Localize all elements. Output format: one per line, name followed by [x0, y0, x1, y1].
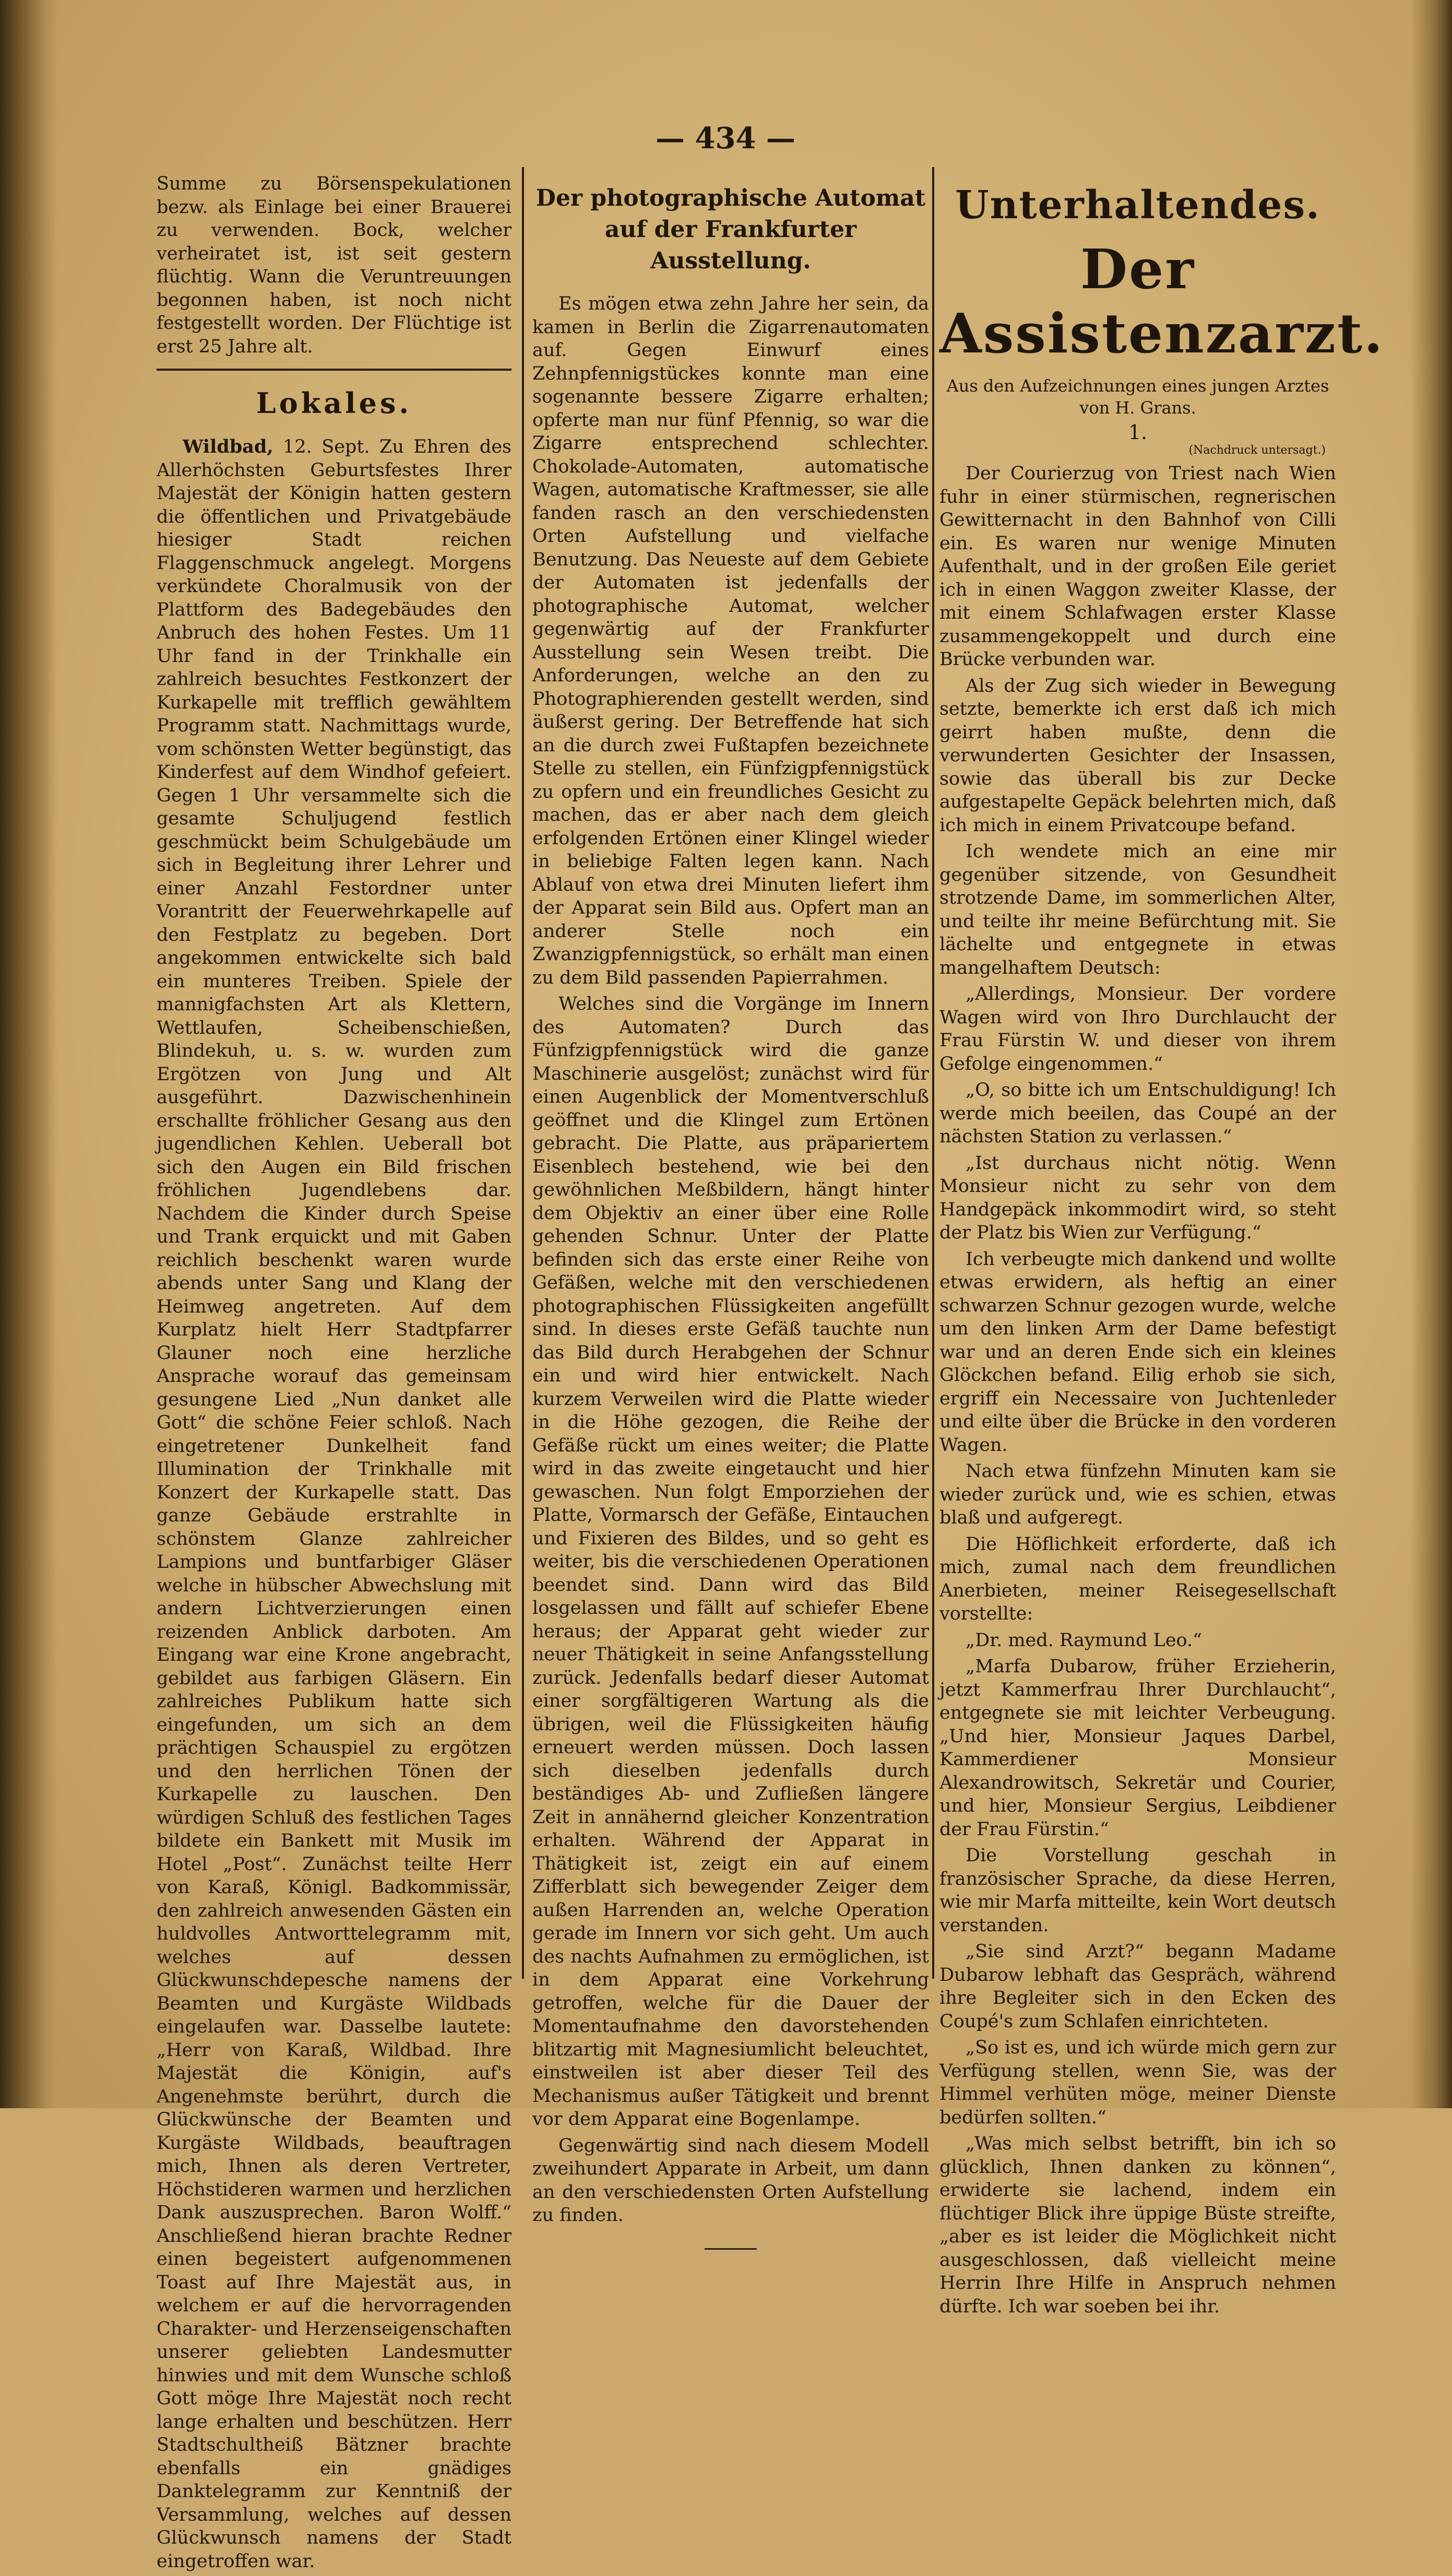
story-paragraph: Ich wendete mich an eine mir gegenüber sitzende, von Gesundheit strotzende Dame, im sommerlichen Alter, und teilte ihr meine Befürchtung mit. Sie lächelte und entgegnete in etwas mangelhaftem Deutsch: — [939, 841, 1336, 978]
article-paragraph: Gegenwärtig sind nach diesem Modell zweihundert Apparate in Arbeit, um dann an den verschiedensten Orten Aufstellung zu finden. — [532, 2135, 929, 2226]
page-number: — 434 — — [656, 121, 795, 156]
story-paragraph: „Sie sind Arzt?“ begann Madame Dubarow lebhaft das Gespräch, während ihre Begleiter sich in den Ecken des Coupé's zum Schlafen einrichteten. — [939, 1941, 1336, 2032]
story-paragraph: „So ist es, und ich würde mich gern zur Verfügung stellen, wenn Sie, was der Himmel verhüten möge, meiner Dienste bedürfen sollten.“ — [939, 2037, 1336, 2128]
article-end-divider — [705, 2248, 757, 2250]
story-paragraph: Der Courierzug von Triest nach Wien fuhr in einer stürmischen, regnerischen Gewitternacht in den Bahnhof von Cilli ein. Es waren nur wenige Minuten Aufenthalt, und in der großen Eile geriet ich in einen Waggon zweiter Klasse, der mit einem Schlafwagen erster Klasse zusammengekoppelt und durch eine Brücke verbunden war. — [939, 463, 1336, 670]
column-automat-article — [532, 172, 929, 2271]
section-title-entertainment: Unterhaltendes. — [955, 183, 1320, 228]
local-report-text: 12. Sept. Zu Ehren des Allerhöchsten Geburtsfestes Ihrer Majestät der Königin hatten gestern die öffentlichen und Privatgebäude hiesiger Stadt reichen Flaggenschmuck angelegt. Morgens verkündete Choralmusik von der Plattform des Badegebäudes den Anbruch des hohen Festes. Um 11 Uhr fand in der Trinkhalle ein zahlreich besuchtes Festkonzert der Kurkapelle mit trefflich gewähltem Programm statt. Nachmittags wurde, vom schönsten Wetter begünstigt, das Kinderfest auf dem Windhof gefeiert. Gegen 1 Uhr versammelte sich die gesamte Schuljugend festlich geschmückt beim Schulgebäude um sich in Begleitung ihrer Lehrer und einer Anzahl Festordner unter Vorantritt der Feuerwehrkapelle auf den Festplatz zu begeben. Dort angekommen entwickelte sich bald ein munteres Treiben. Spiele der mannigfachsten Art als Klettern, Wettlaufen, Scheibenschießen, Blindekuh, u. s. w. wurden zum Ergötzen von Jung und Alt ausgeführt. Dazwischenhinein erschallte fröhlicher Gesang aus den jugendlichen Kehlen. Ueberall bot sich den Augen ein Bild frischen fröhlichen Jugendlebens dar. Nachdem die Kinder durch Speise und Trank erquickt und mit Gaben reichlich beschenkt waren wurde abends unter Sang und Klang der Heimweg angetreten. Auf dem Kurplatz hielt Herr Stadtpfarrer Glauner noch eine herzliche Ansprache worauf das gemeinsam gesungene Lied „Nun danket alle Gott“ die schöne Feier schloß. Nach eingetretener Dunkelheit fand Illumination der Trinkhalle mit Konzert der Kurkapelle statt. Das ganze Gebäude erstrahlte in schönstem Glanze zahlreicher Lampions und buntfarbiger Gläser welche in hübscher Abwechslung mit andern Lichtverzierungen einen reizenden Anblick darboten. Am Eingang war eine Krone angebracht, gebildet aus farbigen Gläsern. Ein zahlreiches Publikum hatte sich eingefunden, um sich an dem prächtigen Schauspiel zu ergötzen und den herrlichen Tönen der Kurkapelle zu lauschen. Den würdigen Schluß des festlichen Tages bildete ein Bankett mit Musik im Hotel „Post“. Zunächst teilte Herr von Karaß, Königl. Badkommissär, den zahlreich anwesenden Gästen ein huldvolles Antworttelegramm mit, welches auf dessen Glückwunschdepesche namens der Beamten und Kurgäste Wildbads eingelaufen war. Dasselbe lautete: „Herr von Karaß, Wildbad. Ihre Majestät die Königin, auf's Angenehmste berührt, durch die Glückwünsche der Beamten und Kurgäste Wildbads, beauftragen mich, Ihnen als deren Vertreter, Höchstideren warmen und herzlichen Dank auszusprechen. Baron Wolff.“ Anschließend hieran brachte Redner einen begeistert aufgenommenen Toast auf Ihre Majestät aus, in welchem er auf die hervorragenden Charakter- und Herzenseigenschaften unserer geliebten Landesmutter hinwies und mit dem Wunsche schloß Gott möge Ihre Majestät noch recht lange erhalten und beschützen. Herr Stadtschultheiß Bätzner brachte ebenfalls ein gnädiges Danktelegramm zur Kenntniß der Versammlung, welches auf dessen Glückwunsch namens der Stadt eingetroffen war. — [157, 436, 511, 2572]
column-feuilleton — [939, 172, 1385, 2321]
story-paragraph: Die Höflichkeit erforderte, daß ich mich, zumal nach dem freundlichen Anerbieten, meiner Reisegesellschaft vorstellte: — [939, 1533, 1336, 1624]
section-title-local: Lokales. — [256, 386, 412, 420]
story-paragraph: Die Vorstellung geschah in französischer Sprache, da diese Herren, wie mir Marfa mitteilte, kein Wort deutsch verstanden. — [939, 1845, 1336, 1936]
article-paragraph: Es mögen etwa zehn Jahre her sein, da kamen in Berlin die Zigarrenautomaten auf. Gegen Einwurf eines Zehnpfennigstückes konnte man eine sogenannte bessere Zigarre erhalten; opferte man nur fünf Pfennig, so war die Zigarre entsprechend schlechter. Chokolade-Automaten, automatische Wagen, automatische Kraftmesser, sie alle fanden rasch an den verschiedensten Orten Aufstellung und vielfache Benutzung. Das Neueste auf dem Gebiete der Automaten ist jedenfalls der photographische Automat, welcher gegenwärtig auf der Frankfurter Ausstellung sein Wesen treibt. Die Anforderungen, welche an den zu Photographierenden gestellt werden, sind äußerst gering. Der Betreffende hat sich an die durch zwei Fußtapfen bezeichnete Stelle zu stellen, ein Fünfzigpfennigstück zu opfern und ein freundliches Gesicht zu machen, das er aber nach dem gleich erfolgenden Ertönen einer Klingel wieder in beliebige Falten legen kann. Nach Ablauf von etwa drei Minuten liefert ihm der Apparat sein Bild aus. Opfert man an anderer Stelle noch ein Zwanzigpfennigstück, so erhält man einen zu dem Bild passenden Papierrahmen. — [532, 293, 929, 988]
story-byline: Aus den Aufzeichnungen eines jungen Arztes von H. Grans. — [946, 376, 1329, 418]
local-report-paragraph — [157, 435, 511, 2573]
local-report-place: Wildbad, — [183, 436, 273, 457]
story-paragraph: „Marfa Dubarow, früher Erzieherin, jetzt Kammerfrau Ihrer Durchlaucht“, entgegnete sie mit leichter Verbeugung. „Und hier, Monsieur Jaques Darbel, Kammerdiener Monsieur Alexandrowitsch, Sekretär und Courier, und hier, Monsieur Sergius, Leibdiener der Frau Fürstin.“ — [939, 1656, 1336, 1840]
column-local-news — [157, 172, 511, 2576]
story-paragraph: Nach etwa fünfzehn Minuten kam sie wieder zurück und, wie es schien, etwas blaß und aufgeregt. — [939, 1461, 1336, 1528]
column-rule-right — [932, 167, 934, 1979]
story-paragraph: Ich verbeugte mich dankend und wollte etwas erwidern, als heftig an einer schwarzen Schnur gezogen wurde, welche um den linken Arm der Dame befestigt war und an deren Ende sich ein kleines Glöckchen befand. Eilig erhob sie sich, ergriff ein Necessaire von Juchtenleder und eilte über die Brücke in den vorderen Wagen. — [939, 1248, 1336, 1456]
story-paragraph: „Allerdings, Monsieur. Der vordere Wagen wird von Ihro Durchlaucht der Frau Fürstin W. und dieser von ihrem Gefolge eingenommen.“ — [939, 984, 1336, 1074]
story-title: Der Assistenzarzt. — [939, 237, 1385, 365]
story-paragraph: Als der Zug sich wieder in Bewegung setzte, bemerkte ich erst daß ich mich geirrt haben mußte, denn die verwunderten Gesichter der Insassen, sowie das überall bis zur Decke aufgestapelte Gepäck belehrten mich, daß ich mich in einem Privatcoupe befand. — [939, 675, 1336, 836]
story-paragraph: „Dr. med. Raymund Leo.“ — [966, 1629, 1202, 1651]
column-rule-left — [522, 167, 524, 1979]
story-paragraph: „Was mich selbst betrifft, bin ich so glücklich, Ihnen danken zu können“, erwiderte sie lachend, indem ein flüchtiger Blick ihre üppige Büste streifte, „aber es ist leider die Möglichkeit nicht ausgeschlossen, daß vielleicht meine Herrin Ihre Hilfe in Anspruch nehmen dürfte. Ich war soeben bei ihr. — [939, 2133, 1336, 2317]
story-paragraph: „O, so bitte ich um Entschuldigung! Ich werde mich beeilen, das Coupé an der nächsten Station zu verlassen.“ — [939, 1080, 1336, 1147]
story-paragraph: „Ist durchaus nicht nötig. Wenn Monsieur nicht zu sehr von dem Handgepäck inkommodirt wird, so steht der Platz bis Wien zur Verfügung.“ — [939, 1152, 1336, 1243]
page-left-edge — [0, 0, 57, 2108]
reprint-notice: (Nachdruck untersagt.) — [1188, 444, 1326, 457]
story-chapter-number: 1. — [1128, 421, 1148, 444]
article-paragraph: Welches sind die Vorgänge im Innern des Automaten? Durch das Fünfzigpfennigstück wird die ganze Maschinerie ausgelöst; zunächst wird für einen Augenblick der Momentverschluß geöffnet und die Klingel zum Ertönen gebracht. Die Platte, aus präpariertem Eisenblech bestehend, wie bei den gewöhnlichen Meßbildern, hängt hinter dem Objektiv an einer über eine Rolle gehenden Schnur. Unter der Platte befinden sich das erste einer Reihe von Gefäßen, welche mit den verschiedenen photographischen Flüssigkeiten angefüllt sind. In dieses erste Gefäß tauchte nun das Bild durch Herabgehen der Schnur ein und wird hier entwickelt. Nach kurzem Verweilen wird die Platte wieder in die Höhe gezogen, die Reihe der Gefäße rückt um eines weiter; die Platte wird in das zweite eingetaucht und hier gewaschen. Nun folgt Emporziehen der Platte, Vormarsch der Gefäße, Eintauchen und Fixieren des Bildes, und so geht es weiter, bis die verschiedenen Operationen beendet sind. Dann wird das Bild losgelassen und fällt auf schiefer Ebene heraus; der Apparat geht wieder zur neuer Thätigkeit in seine Anfangsstellung zurück. Jedenfalls bedarf dieser Automat einer sorgfältigeren Wartung als die übrigen, weil die Flüssigkeiten häufig erneuert werden müssen. Doch lassen sich dieselben jedenfalls durch beständiges Ab- und Zufließen längere Zeit in annähernd gleicher Konzentration erhalten. Während der Apparat in Thätigkeit ist, zeigt ein auf einem Zifferblatt sich bewegender Zeiger dem außen Harrenden an, welche Operation gerade im Innern vor sich geht. Um auch des nachts Aufnahmen zu ermöglichen, ist in dem Apparat eine Vorkehrung getroffen, welche für die Dauer der Momentaufnahme den davorstehenden blitzartig mit Magnesiumlicht beleuchtet, einstweilen ist aber dieser Teil des Mechanismus außer Tätigkeit und brennt vor dem Apparat eine Bogenlampe. — [532, 994, 929, 2130]
opening-paragraph: Summe zu Börsenspekulationen bezw. als Einlage bei einer Brauerei zu verwenden. Bock, welcher verheiratet ist, ist seit gestern flüchtig. Wann die Veruntreuungen begonnen haben, ist noch nicht festgestellt worden. Der Flüchtige ist erst 25 Jahre alt. — [157, 173, 511, 357]
article-title-automat: Der photographische Automat auf der Frankfurter Ausstellung. — [535, 185, 926, 274]
section-divider — [157, 369, 511, 371]
page-right-edge — [1410, 0, 1452, 2108]
